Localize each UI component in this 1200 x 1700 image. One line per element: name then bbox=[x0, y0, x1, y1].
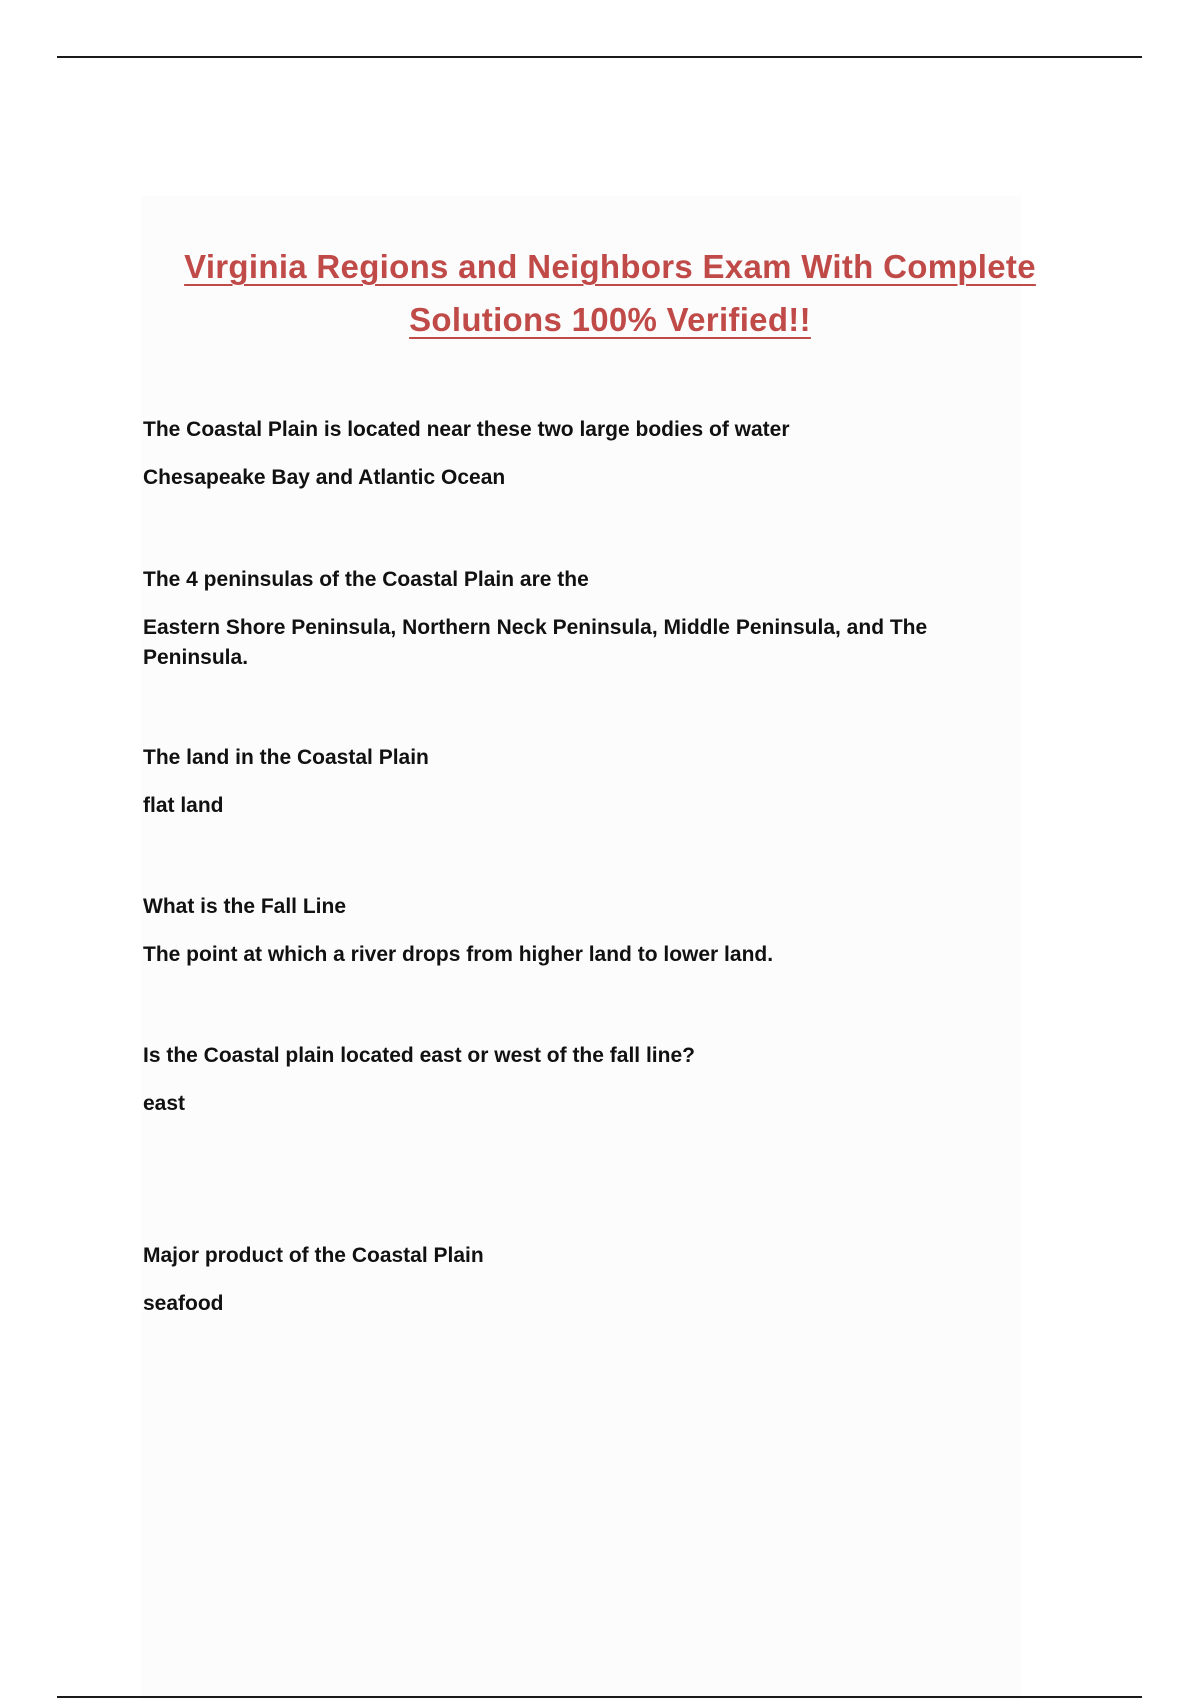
qa-item bbox=[143, 565, 1023, 673]
qa-item bbox=[143, 1241, 1023, 1319]
question-text: Is the Coastal plain located east or west of the fall line? bbox=[143, 1044, 695, 1067]
document-title bbox=[130, 240, 1090, 346]
footer-rule bbox=[57, 1696, 1142, 1698]
answer-text: east bbox=[143, 1092, 186, 1115]
answer-text: Eastern Shore Peninsula, Northern Neck Peninsula, Middle Peninsula, and The Peninsula. bbox=[143, 616, 928, 669]
answer-text: seafood bbox=[143, 1292, 224, 1315]
question-text: Major product of the Coastal Plain bbox=[143, 1244, 484, 1267]
answer-text: Chesapeake Bay and Atlantic Ocean bbox=[143, 466, 506, 489]
question-text: What is the Fall Line bbox=[143, 895, 347, 918]
answer-text: The point at which a river drops from higher land to lower land. bbox=[143, 943, 774, 966]
qa-item bbox=[143, 892, 1023, 970]
qa-item bbox=[143, 415, 1023, 493]
question-text: The Coastal Plain is located near these two large bodies of water bbox=[143, 418, 790, 441]
qa-item bbox=[143, 743, 1023, 821]
header-rule bbox=[57, 56, 1142, 58]
title-line-1: Virginia Regions and Neighbors Exam With Complete bbox=[184, 248, 1036, 285]
question-text: The land in the Coastal Plain bbox=[143, 746, 429, 769]
answer-text: flat land bbox=[143, 794, 224, 817]
qa-item bbox=[143, 1041, 1023, 1119]
title-line-2: Solutions 100% Verified!! bbox=[409, 301, 811, 338]
question-text: The 4 peninsulas of the Coastal Plain are the bbox=[143, 568, 589, 591]
